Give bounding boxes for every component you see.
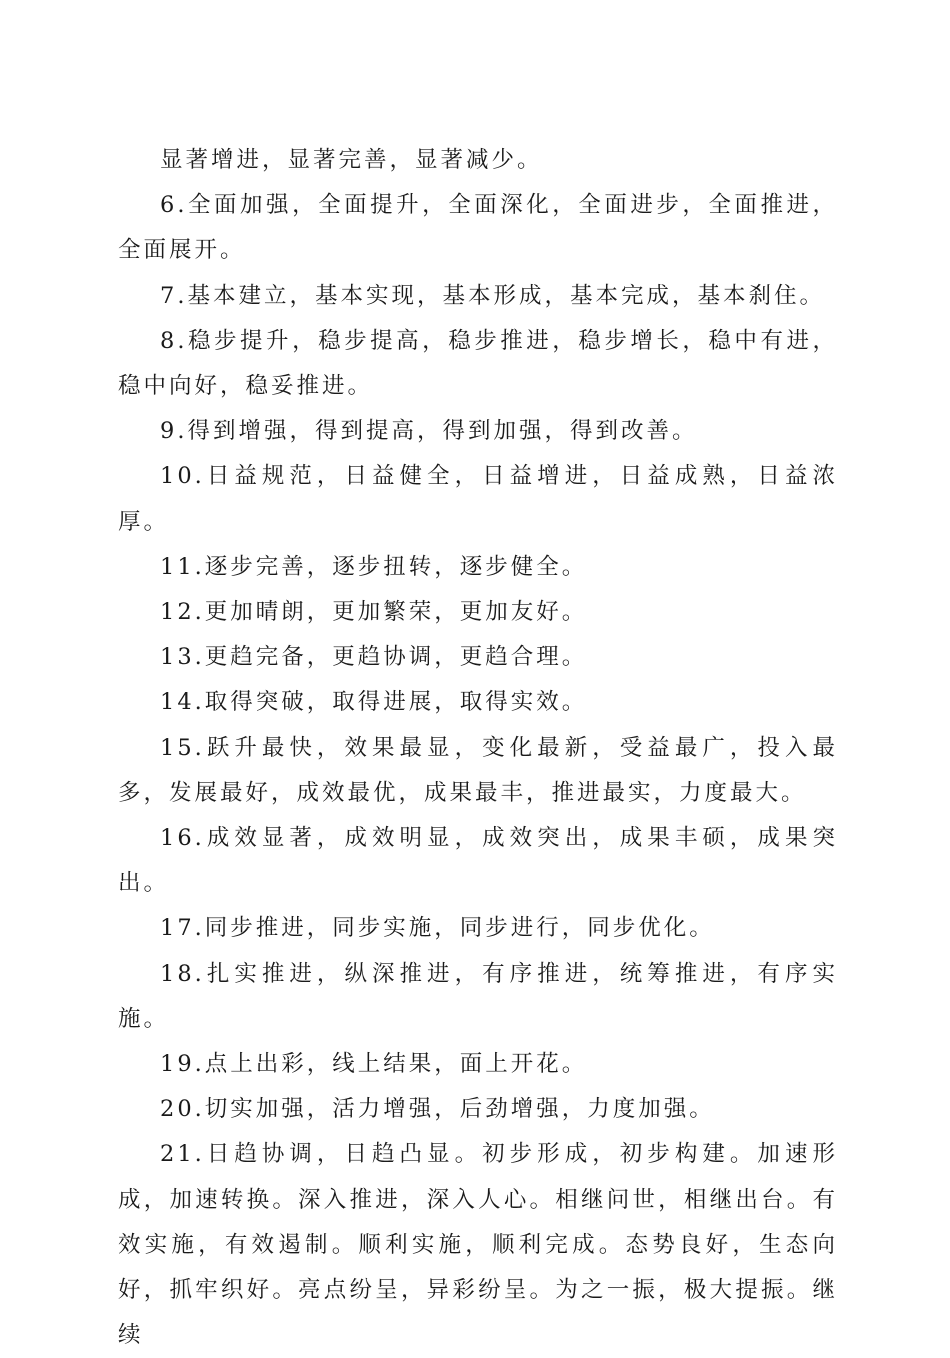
paragraph-item-21: 21.日趋协调，日趋凸显。初步形成，初步构建。加速形成，加速转换。深入推进，深入人心。相继问世，相继出台。有效实施，有效遏制。顺利实施，顺利完成。态势良好，生态向好，抓牢织好。亮点纷呈，异彩纷呈。为之一振，极大提振。继续 [118,1141,838,1349]
paragraph-item-16: 16.成效显著，成效明显，成效突出，成果丰硕，成果突出。 [118,825,838,897]
paragraph-item-19: 19.点上出彩，线上结果，面上开花。 [160,1051,588,1078]
paragraph-item-10: 10.日益规范，日益健全，日益增进，日益成熟，日益浓厚。 [118,463,838,535]
paragraph-item-17: 17.同步推进，同步实施，同步进行，同步优化。 [160,915,715,942]
paragraph-item-8: 8.稳步提升，稳步提高，稳步推进，稳步增长，稳中有进，稳中向好，稳妥推进。 [118,327,838,400]
paragraph-item-7: 7.基本建立，基本实现，基本形成，基本完成，基本刹住。 [160,282,825,309]
paragraph-item-9: 9.得到增强，得到提高，得到加强，得到改善。 [160,418,698,445]
paragraph-item-15: 15.跃升最快，效果最显，变化最新，受益最广，投入最多，发展最好，成效最优，成果最丰，推进最实，力度最大。 [118,734,838,806]
paragraph-item-11: 11.逐步完善，逐步扭转，逐步健全。 [160,553,588,580]
paragraph-item-13: 13.更趋完备，更趋协调，更趋合理。 [160,644,588,671]
document-body [118,138,838,1358]
paragraph-item-14: 14.取得突破，取得进展，取得实效。 [160,689,588,716]
paragraph-item-18: 18.扎实推进，纵深推进，有序推进，统筹推进，有序实施。 [118,960,838,1032]
paragraph-item-12: 12.更加晴朗，更加繁荣，更加友好。 [160,599,588,626]
paragraph-item-20: 20.切实加强，活力增强，后劲增强，力度加强。 [160,1096,715,1123]
paragraph-continuation: 显著增进，显著完善，显著减少。 [160,147,543,173]
paragraph-item-6: 6.全面加强，全面提升，全面深化，全面进步，全面推进，全面展开。 [118,192,838,264]
